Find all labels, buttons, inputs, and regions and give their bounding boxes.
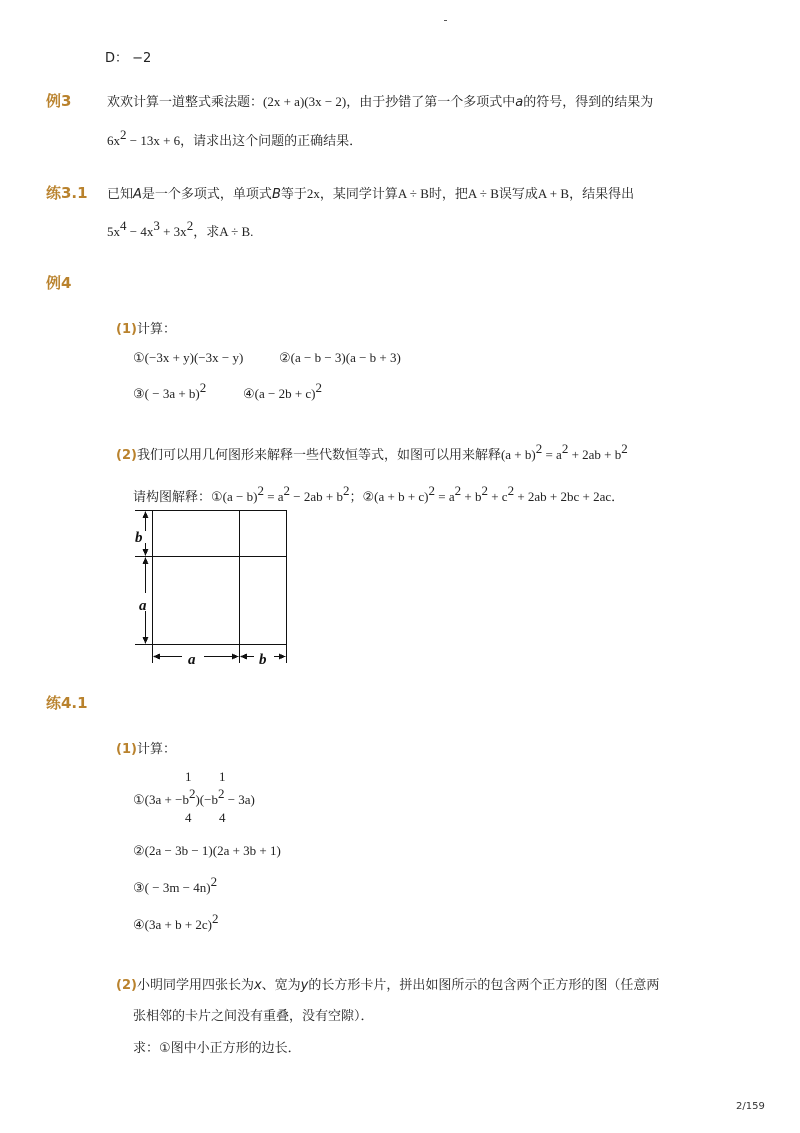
text: 的符号，得到的结果为 bbox=[523, 95, 654, 110]
arrow-right-icon bbox=[232, 654, 239, 660]
math: )( bbox=[195, 792, 205, 807]
sup: 2 bbox=[454, 483, 462, 498]
fraction-numerator-2: 1 bbox=[219, 769, 226, 784]
part-label: (2) bbox=[116, 978, 137, 993]
practice41-label: 练4.1 bbox=[46, 694, 88, 712]
text: 计算： bbox=[136, 322, 176, 337]
sup: 2 bbox=[428, 483, 436, 498]
practice41-part2-line1 bbox=[116, 974, 659, 993]
arrow-right-icon bbox=[279, 654, 286, 660]
practice41-q4 bbox=[133, 911, 219, 933]
sup: 2 bbox=[315, 380, 323, 395]
practice31-line1 bbox=[107, 183, 634, 202]
sup: 2 bbox=[199, 380, 207, 395]
math: ④(3a + b + 2c) bbox=[133, 917, 213, 932]
fraction-bar: − bbox=[175, 792, 183, 807]
practice41-part2-line2: 张相邻的卡片之间没有重叠，没有空隙）． bbox=[133, 1009, 374, 1024]
sup: 2 bbox=[188, 786, 196, 801]
fig-label-a-left: a bbox=[139, 598, 147, 614]
sup: 2 bbox=[342, 483, 350, 498]
example4-q4 bbox=[243, 380, 323, 402]
example3-line1 bbox=[107, 91, 653, 110]
math: 6x bbox=[107, 133, 120, 148]
example4-part2-line1 bbox=[116, 441, 628, 463]
practice41-part1 bbox=[116, 738, 176, 757]
example4-part1 bbox=[116, 318, 176, 337]
text: ；② bbox=[349, 490, 375, 505]
math: (a + b + c) bbox=[374, 489, 429, 504]
math: (a + b) bbox=[500, 447, 536, 462]
text: 我们可以用几何图形来解释一些代数恒等式，如图可以用来解释 bbox=[136, 448, 501, 463]
math: + 3x bbox=[159, 224, 187, 239]
text: 请构图解释： bbox=[133, 490, 212, 505]
math: 2x bbox=[306, 186, 320, 201]
sup: 2 bbox=[507, 483, 515, 498]
math: A ÷ B. bbox=[219, 224, 254, 239]
math: + 2ab + 2bc + 2ac bbox=[514, 489, 612, 504]
text: ，结果得出 bbox=[569, 187, 635, 202]
text: 的长方形卡片，拼出如图所示的包含两个正方形的图（任意两 bbox=[308, 978, 660, 993]
sup: 2 bbox=[212, 911, 219, 926]
math: − 4x bbox=[126, 224, 154, 239]
fig-label-a-bottom: a bbox=[188, 652, 196, 667]
arrow-up-icon bbox=[143, 557, 149, 564]
practice41-q3 bbox=[133, 874, 218, 896]
sup: 2 bbox=[561, 441, 569, 456]
example3-line2 bbox=[107, 127, 363, 149]
example4-q1: ①(−3x + y)(−3x − y) bbox=[133, 350, 244, 365]
arrow-down-icon bbox=[143, 637, 149, 644]
fig-label-b-left: b bbox=[135, 530, 143, 546]
math: 5x bbox=[107, 224, 120, 239]
page-mark bbox=[444, 20, 447, 21]
fraction-denominator-1: 4 bbox=[185, 810, 192, 825]
page-number: 2/159 bbox=[736, 1101, 765, 1112]
math: + b bbox=[461, 489, 482, 504]
text: ，某同学计算 bbox=[319, 187, 398, 202]
text: 、宽为 bbox=[261, 978, 301, 993]
math: A ÷ B bbox=[467, 186, 499, 201]
math: − 3a) bbox=[224, 792, 255, 807]
text: 误写成 bbox=[498, 187, 538, 202]
math: ③( − 3m − 4n) bbox=[133, 880, 211, 895]
example4-label: 例4 bbox=[46, 274, 72, 292]
math: b bbox=[182, 792, 189, 807]
math: (2x + a)(3x − 2) bbox=[263, 94, 347, 109]
part-label: (1) bbox=[116, 742, 137, 757]
variable: B bbox=[271, 187, 281, 202]
variable: A bbox=[133, 187, 142, 202]
arrow-down-icon bbox=[143, 549, 149, 556]
text: ，由于抄错了第一个多项式中 bbox=[346, 95, 516, 110]
variable: a bbox=[515, 95, 524, 110]
text: 欢欢计算一道整式乘法题： bbox=[107, 95, 264, 110]
variable: y bbox=[300, 978, 309, 993]
example4-part2-line2 bbox=[133, 483, 625, 505]
math: − 13x + 6 bbox=[126, 133, 181, 148]
text: ，求 bbox=[193, 225, 220, 240]
fraction-denominator-2: 4 bbox=[219, 810, 226, 825]
math: = a bbox=[263, 489, 284, 504]
sup: 3 bbox=[153, 218, 160, 233]
math: = a bbox=[435, 489, 455, 504]
math: = a bbox=[542, 447, 562, 462]
sup: 2 bbox=[210, 874, 218, 889]
arrow-left-icon bbox=[153, 654, 160, 660]
text: 已知 bbox=[107, 187, 134, 202]
sup: 2 bbox=[257, 483, 264, 498]
option-d: D： −2 bbox=[105, 51, 152, 66]
arrow-left-icon bbox=[240, 654, 247, 660]
example4-q2: ②(a − b − 3)(a − b + 3) bbox=[279, 350, 401, 365]
sup: 2 bbox=[481, 483, 488, 498]
sup: 2 bbox=[535, 441, 543, 456]
arrow-up-icon bbox=[143, 511, 149, 518]
math: ③( − 3a + b) bbox=[133, 386, 200, 401]
practice31-line2 bbox=[107, 218, 254, 240]
math: − 2ab + b bbox=[290, 489, 343, 504]
fig-label-b-bottom: b bbox=[259, 652, 267, 667]
part-label: (1) bbox=[116, 322, 137, 337]
math: b bbox=[211, 792, 218, 807]
text: 小明同学用四张长为 bbox=[136, 978, 254, 993]
sup: 2 bbox=[217, 786, 225, 801]
example3-label: 例3 bbox=[46, 92, 72, 110]
text: ． bbox=[611, 490, 625, 505]
text: ，请求出这个问题的正确结果． bbox=[180, 134, 363, 149]
fraction-numerator-1: 1 bbox=[185, 769, 192, 784]
sup: 4 bbox=[120, 218, 127, 233]
sup: 2 bbox=[120, 127, 127, 142]
part-label: (2) bbox=[116, 448, 137, 463]
text: 等于 bbox=[280, 187, 307, 202]
math: + c bbox=[487, 489, 508, 504]
math: ④(a − 2b + c) bbox=[243, 386, 316, 401]
math: ①(3a + bbox=[133, 792, 176, 807]
text: 是一个多项式，单项式 bbox=[141, 187, 272, 202]
math: A ÷ B bbox=[397, 186, 429, 201]
outer-square bbox=[153, 511, 287, 645]
practice41-q1 bbox=[133, 786, 255, 808]
fraction-bar: − bbox=[204, 792, 212, 807]
practice41-q2: ②(2a − 3b − 1)(2a + 3b + 1) bbox=[133, 843, 281, 858]
math: + 2ab + b bbox=[568, 447, 622, 462]
text: ① bbox=[211, 490, 223, 505]
math: (a − b) bbox=[222, 489, 258, 504]
sup: 2 bbox=[283, 483, 291, 498]
square-figure bbox=[130, 505, 295, 667]
practice31-label: 练3.1 bbox=[46, 184, 88, 202]
sup: 2 bbox=[186, 218, 194, 233]
sup: 2 bbox=[621, 441, 628, 456]
practice41-part2-line3: 求：①图中小正方形的边长． bbox=[133, 1041, 301, 1056]
example4-q3 bbox=[133, 380, 207, 402]
variable: x bbox=[253, 978, 262, 993]
text: 计算： bbox=[136, 742, 176, 757]
math: A + B bbox=[537, 186, 570, 201]
text: 时，把 bbox=[428, 187, 468, 202]
